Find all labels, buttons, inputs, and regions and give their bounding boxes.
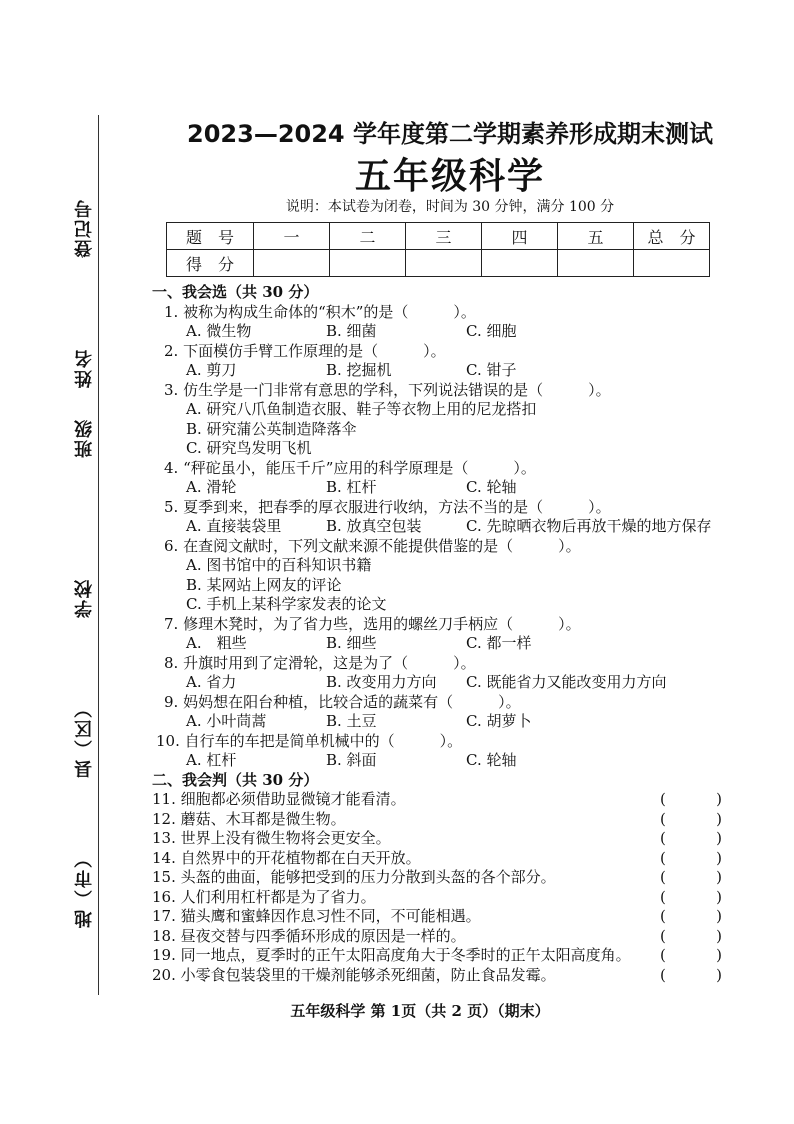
judge-text: 18. 昼夜交替与四季循环形成的原因是一样的。 [152,926,466,945]
paren-close: ) [716,946,722,964]
option: C. 轮轴 [466,751,517,769]
judge-item [152,810,722,830]
question-text: 6. 在查阅文献时，下列文献来源不能提供借鉴的是（ ）。 [164,536,581,555]
judge-text: 19. 同一地点，夏季时的正午太阳高度角大于冬季时的正午太阳高度角。 [152,946,631,964]
answer-parentheses[interactable] [660,927,722,947]
exam-note: 说明：本试卷为闭卷，时间为 30 分钟，满分 100 分 [285,199,615,215]
paren-close: ) [716,790,722,808]
option: A. 小叶茼蒿 [186,712,267,730]
option: B. 研究蒲公英制造降落伞 [186,419,357,438]
option-row [152,751,722,771]
option: A. 图书馆中的百科知识书籍 [186,556,372,574]
judge-text: 11. 细胞都必须借助显微镜才能看清。 [152,790,406,808]
side-label-school: 学校 [72,575,98,621]
question-text: 8. 升旗时用到了定滑轮，这是为了（ ）。 [164,653,476,672]
paren-open: ( [660,790,666,808]
option: A. 微生物 [186,322,252,340]
judge-item [152,829,722,849]
judge-text: 13. 世界上没有微生物将会更安全。 [152,829,391,847]
side-label-name: 姓名 [72,345,98,391]
paren-open: ( [660,809,666,828]
score-header-cell: 五 [558,223,634,250]
side-label-county: 县（区） [72,695,98,781]
paren-open: ( [660,926,666,945]
question-text: 9. 妈妈想在阳台种植，比较合适的蔬菜有（ ）。 [164,692,521,711]
side-label-region: 地（市） [72,845,98,931]
option: A. 剪刀 [186,361,237,379]
answer-parentheses[interactable] [660,868,722,888]
score-table [166,222,710,277]
answer-parentheses[interactable] [660,946,722,966]
option: C. 轮轴 [466,478,517,496]
page-footer: 五年级科学 第 1页（共 2 页）（期末） [290,1002,550,1020]
answer-parentheses[interactable] [660,829,722,849]
exam-content [152,283,722,985]
judge-item [152,966,722,986]
option: B. 放真空包装 [326,517,422,535]
option: B. 土豆 [326,712,377,730]
paren-open: ( [660,887,666,906]
score-header-row [167,223,710,250]
answer-parentheses[interactable] [660,907,722,927]
option: B. 细些 [326,634,377,652]
option: C. 手机上某科学家发表的论文 [186,595,387,613]
option-row [152,478,722,498]
option: A. 直接装袋里 [186,517,282,535]
binding-margin [60,115,110,995]
judge-item [152,927,722,947]
score-input-cell[interactable] [406,250,482,277]
score-header-cell: 四 [482,223,558,250]
side-label-reg-number: 登记号 [72,195,98,261]
option-row [152,712,722,732]
binding-line [98,115,99,995]
score-input-cell[interactable] [634,250,710,277]
paren-open: ( [660,946,666,964]
paren-close: ) [716,887,722,906]
paren-close: ) [716,848,722,867]
judge-text: 15. 头盔的曲面，能够把受到的压力分散到头盔的各个部分。 [152,868,556,886]
question-text: 1. 被称为构成生命体的“积木”的是（ ）。 [164,302,476,321]
judge-text: 16. 人们利用杠杆都是为了省力。 [152,887,376,906]
paren-close: ) [716,829,722,847]
paren-open: ( [660,907,666,925]
score-header-cell: 一 [254,223,330,250]
answer-parentheses[interactable] [660,966,722,986]
exam-subject: 五年级科学 [354,156,545,197]
judge-item [152,849,722,869]
score-input-cell[interactable] [558,250,634,277]
paren-close: ) [716,809,722,828]
side-label-class: 班级 [72,415,98,461]
question-text: 4. “秤砣虽小，能压千斤”应用的科学原理是（ ）。 [164,458,536,477]
question-text: 5. 夏季到来，把春季的厚衣服进行收纳，方法不当的是（ ）。 [164,497,611,516]
score-label-cell: 得 分 [167,250,254,277]
judge-item [152,868,722,888]
judge-item [152,946,722,966]
option: A. 杠杆 [186,751,237,769]
exam-title: 2023—2024 学年度第二学期素养形成期末测试 [187,120,713,148]
option: C. 都一样 [466,634,532,652]
paren-close: ) [716,965,722,984]
option-row [152,361,722,381]
answer-parentheses[interactable] [660,849,722,869]
option: B. 某网站上网友的评论 [186,575,342,594]
paren-open: ( [660,829,666,847]
question-text: 10. 自行车的车把是简单机械中的（ ）。 [156,731,463,750]
judge-text: 14. 自然界中的开花植物都在白天开放。 [152,848,421,867]
option: C. 先晾晒衣物后再放干燥的地方保存 [466,517,712,535]
answer-parentheses[interactable] [660,888,722,908]
score-header-cell: 三 [406,223,482,250]
option: A. 研究八爪鱼制造衣服、鞋子等衣物上用的尼龙搭扣 [186,400,537,418]
option: C. 既能省力又能改变用力方向 [466,673,667,691]
option: B. 挖掘机 [326,361,392,379]
judge-text: 17. 猫头鹰和蜜蜂因作息习性不同，不可能相遇。 [152,907,481,925]
judge-item [152,888,722,908]
option: B. 杠杆 [326,478,377,496]
paren-open: ( [660,868,666,886]
section-title: 二、我会判（共 30 分） [152,770,319,789]
score-input-cell[interactable] [254,250,330,277]
option: B. 斜面 [326,751,377,769]
option: C. 细胞 [466,322,517,340]
paren-close: ) [716,926,722,945]
option-row [152,322,722,342]
judge-item [152,790,722,810]
option-row [152,634,722,654]
paren-close: ) [716,907,722,925]
question-text: 7. 修理木凳时，为了省力些，选用的螺丝刀手柄应（ ）。 [164,614,581,633]
option: B. 细菌 [326,322,377,340]
option: B. 改变用力方向 [326,673,437,691]
option: C. 研究鸟发明飞机 [186,439,312,457]
paren-open: ( [660,965,666,984]
section-title: 一、我会选（共 30 分） [152,283,319,301]
score-header-cell: 题 号 [167,223,254,250]
paren-open: ( [660,848,666,867]
judge-item [152,907,722,927]
option: C. 胡萝卜 [466,712,532,730]
score-header-cell: 总 分 [634,223,710,250]
option: A. 粗些 [186,634,247,652]
score-value-row [167,250,710,277]
answer-parentheses[interactable] [660,810,722,830]
judge-text: 20. 小零食包装袋里的干燥剂能够杀死细菌，防止食品发霉。 [152,965,556,984]
option: A. 滑轮 [186,478,237,496]
option: C. 钳子 [466,361,517,379]
score-input-cell[interactable] [330,250,406,277]
judge-text: 12. 蘑菇、木耳都是微生物。 [152,809,346,828]
option-row [152,673,722,693]
option-row [152,517,722,537]
score-input-cell[interactable] [482,250,558,277]
option: A. 省力 [186,673,237,691]
answer-parentheses[interactable] [660,790,722,810]
question-text: 3. 仿生学是一门非常有意思的学科，下列说法错误的是（ ）。 [164,380,611,399]
paren-close: ) [716,868,722,886]
question-text: 2. 下面模仿手臂工作原理的是（ ）。 [164,341,446,360]
score-header-cell: 二 [330,223,406,250]
